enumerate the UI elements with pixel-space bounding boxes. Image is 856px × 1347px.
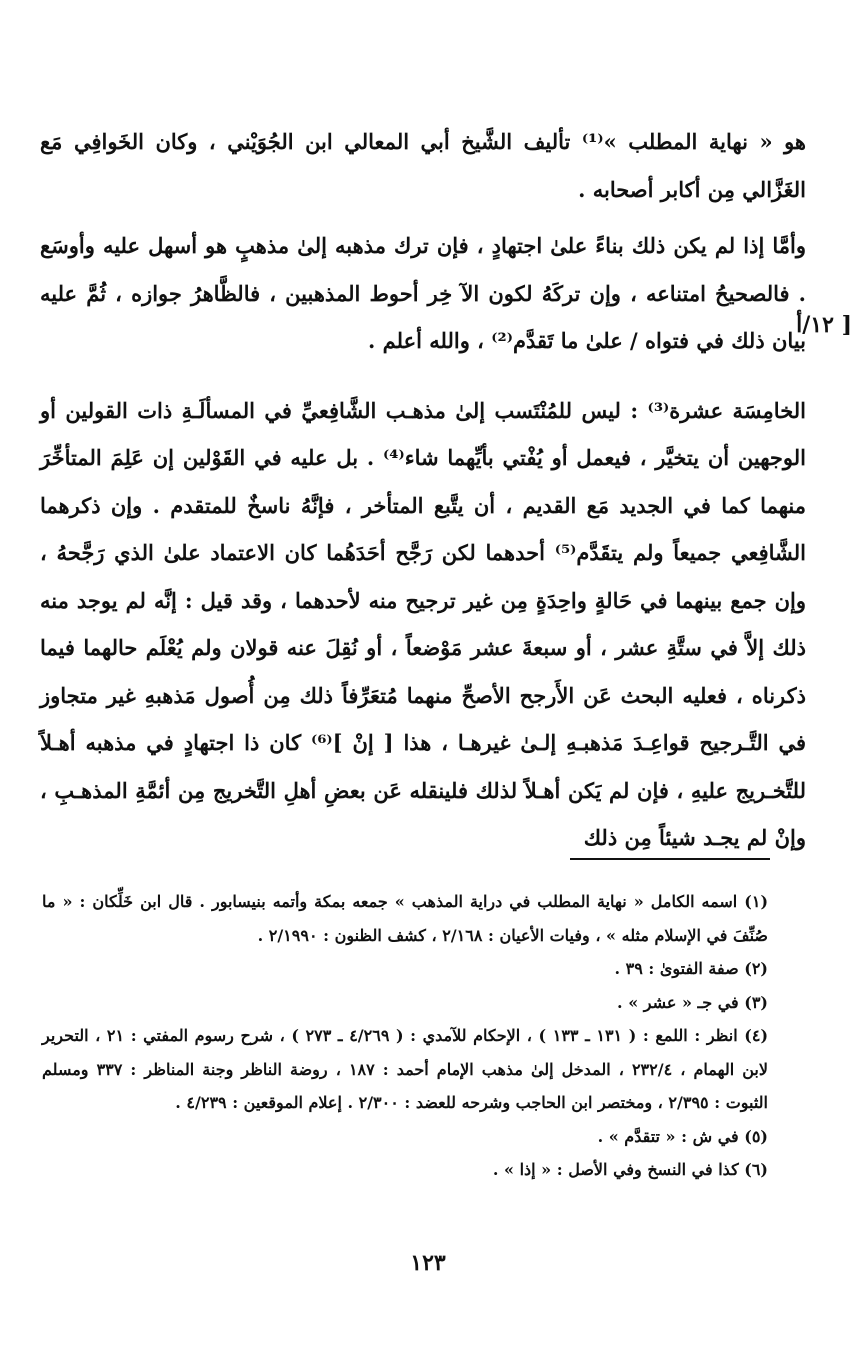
footnote-separator: [570, 858, 770, 860]
page-number: ١٢٣: [410, 1250, 446, 1276]
margin-folio-reference: [ ١٢/أ: [796, 312, 852, 338]
footnote: (٢) صفة الفتوىٰ : ٣٩ .: [614, 959, 768, 978]
footnote: (٣) في جـ « عشر » .: [617, 992, 768, 1012]
main-text: [40, 118, 806, 862]
paragraph: هو « نهاية المطلب »⁽¹⁾ تأليف الشَّيخ أبي المعالي ابن الجُوَيْني ، وكان الخَوافِي مَع الغَزَّالي مِن أكابر أصحابه .: [40, 129, 807, 202]
footnote: (٤) انظر : اللمع : ( ١٣١ ـ ١٣٣ ) ، الإحكام للآمدي : ( ٤/٢٦٩ ـ ٢٧٣ ) ، شرح رسوم المفتي : ٢١ ، التحرير لابن الهمام ، ٢٣٢/٤ ، المدخل إلىٰ مذهب الإمام أحمد : ١٨٧ ، روضة الناظر وجنة المناظر : ٣٣٧ ومسلم الثبوت : ٢/٣٩٥ ، ومختصر ابن الحاجب وشرحه للعضد : ٢/٣٠٠ . إعلام الموقعين : ٤/٢٣٩ .: [42, 1026, 769, 1112]
footnotes: [42, 885, 768, 1187]
footnote: (١) اسمه الكامل « نهاية المطلب في دراية المذهب » جمعه بمكة وأتمه بنيسابور . قال ابن خَلِّكان : « ما صُنِّفَ في الإسلام مثله » ، وفيات الأعيان : ٢/١٦٨ ، كشف الظنون : ٢/١٩٩٠ .: [42, 892, 769, 945]
footnote: (٦) كذا في النسخ وفي الأصل : « إذا » .: [492, 1160, 768, 1179]
paragraph: وأمَّا إذا لم يكن ذلك بناءً علىٰ اجتهادٍ ، فإن ترك مذهبه إلىٰ مذهبٍ هو أسهل عليه وأوسَع . فالصحيحُ امتناعه ، وإن تركَهُ لكون الآ خِر أحوط المذهبين ، فالظَّاهرُ جوازه ، ثُمَّ عليه بيان ذلك في فتواه / علىٰ ما تَقدَّم⁽²⁾ ، والله أعلم .: [40, 233, 806, 353]
footnote: (٥) في ش : « تتقدَّم » .: [597, 1126, 768, 1146]
paragraph: الخامِسَة عشرة⁽³⁾ : ليس للمُنْتَسب إلىٰ مذهـب الشَّافِعيِّ في المسألَـةِ ذات القولين أو الوجهين أن يتخيَّر ، فيعمل أو يُفْتي بأيِّهما شاء⁽⁴⁾ . بل عليه في القَوْلين إن عَلِمَ المتأخِّرَ منهما كما في الجديد مَع القديم ، أن يتَّبع المتأخر ، فإنَّهُ ناسخٌ للمتقدم . وإن ذكرهما الشَّافِعي جميعاً ولم يتقَدَّم⁽⁵⁾ أحدهما لكن رَجَّح أحَدَهُما كان الاعتماد علىٰ الذي رَجَّحهُ ، وإن جمع بينهما في حَالةٍ واحِدَةٍ مِن غير ترجيح منه لأحدهما ، وقد قيل : إنَّه لم يوجد منه ذلك إلاَّ في ستَّةِ عشر ، أو سبعةَ عشر مَوْضعاً ، أو نُقِلَ عنه قولان ولم يُعْلَم حالهما فيما ذكرناه ، فعليه البحث عَن الأَرجح الأصحِّ منهما مُتعَرِّفاً ذلك مِن أُصول مَذهبهِ غير متجاوز في التَّـرجيح قواعِـدَ مَذهبـهِ إلـىٰ غيرهـا ، هذا [ إنْ ]⁽⁶⁾ كان ذا اجتهادٍ في مذهبه أهـلاً للتَّخـريج عليهِ ، فإن لم يَكن أهـلاً لذلك فلينقله عَن بعضِ أهلِ التَّخريج مِن أئمَّةِ المذهـبِ ، وإنْ لم يجـد شيئاً مِن ذلك: [40, 397, 806, 850]
